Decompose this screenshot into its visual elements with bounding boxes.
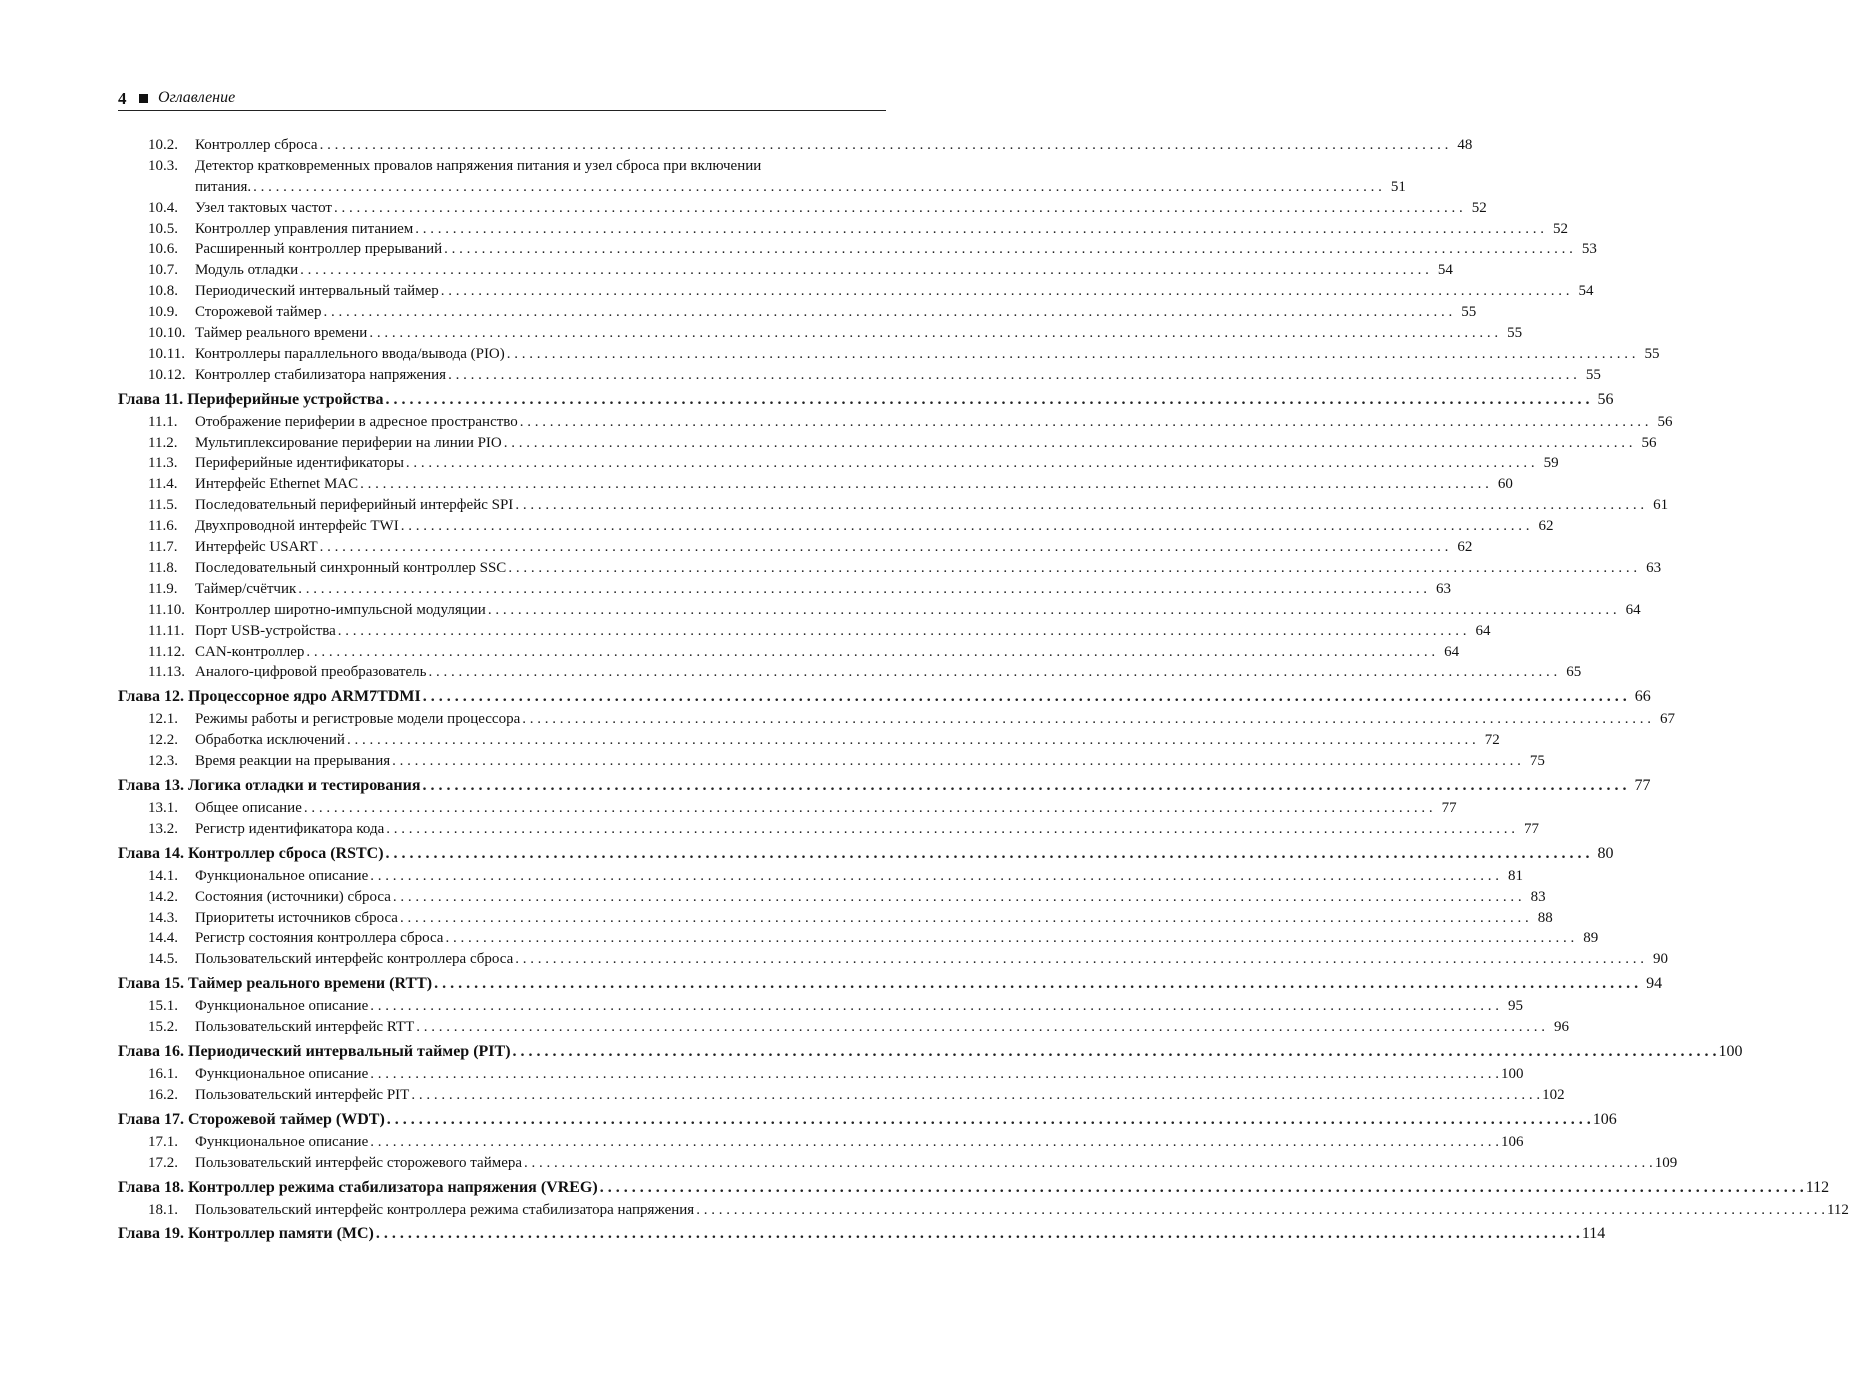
entry-title: Глава 19. Контроллер памяти (MC) <box>118 1225 374 1243</box>
page-ref: 64 <box>1444 643 1460 660</box>
page-ref: 112 <box>1826 1201 1849 1218</box>
page-ref: 80 <box>1597 844 1614 862</box>
entry-title: Пользовательский интерфейс сторожевого таймера <box>195 1154 523 1171</box>
entry-title: Детектор кратковременных провалов напряжения питания и узел сброса при включении <box>195 157 762 174</box>
entry-title: Контроллеры параллельного ввода/вывода (PIO) <box>195 345 505 362</box>
chapter-entry <box>118 686 1651 708</box>
dot-leader <box>520 412 1649 433</box>
page-ref: 62 <box>1538 518 1554 535</box>
toc-entry <box>118 239 1597 260</box>
dot-leader <box>298 579 1427 600</box>
toc-entry <box>118 709 1675 730</box>
toc-entry <box>118 344 1660 365</box>
page-ref: 54 <box>1437 262 1453 279</box>
page-ref: 77 <box>1441 799 1457 816</box>
section-number: 16.1. <box>148 1065 178 1082</box>
dot-leader <box>386 843 1590 865</box>
section-number: 10.6. <box>148 241 178 258</box>
toc-entry <box>118 302 1477 323</box>
toc-entry <box>118 1200 1849 1221</box>
page-ref: 88 <box>1537 909 1553 926</box>
dot-leader <box>415 219 1544 240</box>
page-ref: 55 <box>1644 345 1660 362</box>
entry-title: Аналого-цифровой преобразователь <box>195 664 427 681</box>
toc-entry <box>118 819 1540 840</box>
page-ref: 51 <box>1390 178 1406 195</box>
page-ref: 95 <box>1508 998 1523 1015</box>
section-number: 11.13. <box>148 664 185 681</box>
entry-title: Последовательный синхронный контроллер SSC <box>195 559 507 576</box>
page-ref: 56 <box>1657 413 1673 430</box>
toc-entry <box>118 621 1491 642</box>
page-ref: 94 <box>1646 975 1663 993</box>
page-ref: 52 <box>1553 220 1569 237</box>
section-number: 11.4. <box>148 476 178 493</box>
toc-entry <box>118 730 1500 751</box>
entry-title: Функциональное описание <box>195 1133 369 1150</box>
entry-title: Глава 15. Таймер реального времени (RTT) <box>118 975 433 993</box>
entry-title: Функциональное описание <box>195 998 369 1015</box>
dot-leader <box>334 198 1463 219</box>
entry-title: Глава 18. Контроллер режима стабилизатора напряжения (VREG) <box>118 1178 598 1196</box>
page-ref: 59 <box>1543 455 1559 472</box>
page-ref: 55 <box>1461 304 1477 321</box>
entry-title: Сторожевой таймер <box>195 304 322 321</box>
page-ref: 56 <box>1641 434 1657 451</box>
section-number: 17.2. <box>148 1154 178 1171</box>
dot-leader <box>370 996 1499 1017</box>
entry-title: Режимы работы и регистровые модели процессора <box>195 711 521 728</box>
toc-entry <box>118 751 1545 772</box>
running-title: Оглавление <box>158 89 236 106</box>
entry-title: Интерфейс USART <box>195 539 318 556</box>
toc-entry <box>118 600 1641 621</box>
dot-leader <box>369 323 1498 344</box>
page-ref: 64 <box>1625 601 1641 618</box>
dot-leader <box>434 973 1638 995</box>
chapter-entry <box>118 1041 1743 1063</box>
section-number: 10.8. <box>148 283 178 300</box>
toc-entry <box>118 1064 1524 1085</box>
page-ref: 77 <box>1524 820 1540 837</box>
chapter-entry <box>118 775 1651 797</box>
dot-leader <box>696 1200 1825 1221</box>
page-ref: 63 <box>1646 559 1662 576</box>
page-ref: 109 <box>1654 1154 1678 1171</box>
entry-title: Мультиплексирование периферии на линии PIO <box>195 434 502 451</box>
dot-leader <box>522 709 1651 730</box>
chapter-entry <box>118 389 1614 411</box>
section-number: 14.1. <box>148 867 178 884</box>
dot-leader <box>347 730 1476 751</box>
dot-leader <box>423 686 1627 708</box>
section-number: 11.11. <box>148 622 185 639</box>
dot-leader <box>306 642 1435 663</box>
section-number: 15.2. <box>148 1019 178 1036</box>
dot-leader <box>445 928 1574 949</box>
entry-title: Таймер/счётчик <box>195 580 297 597</box>
entry-title: Приоритеты источников сброса <box>195 909 398 926</box>
page-ref: 65 <box>1566 664 1582 681</box>
dot-leader <box>401 516 1530 537</box>
entry-title: Интерфейс Ethernet MAC <box>195 476 359 493</box>
dot-leader <box>370 866 1499 887</box>
dot-leader <box>428 662 1557 683</box>
entry-title: Функциональное описание <box>195 867 369 884</box>
section-number: 14.5. <box>148 951 178 968</box>
square-bullet-icon <box>139 94 148 103</box>
dot-leader <box>515 495 1644 516</box>
toc-entry <box>118 537 1473 558</box>
page-ref: 67 <box>1660 711 1675 728</box>
dot-leader <box>513 1041 1717 1063</box>
section-number: 10.4. <box>148 199 178 216</box>
toc-entry <box>118 365 1601 386</box>
entry-title: Глава 13. Логика отладки и тестирования <box>118 776 421 794</box>
entry-title: Периодический интервальный таймер <box>195 283 439 300</box>
section-number: 11.7. <box>148 539 178 556</box>
dot-leader <box>515 949 1644 970</box>
page-ref: 60 <box>1497 476 1513 493</box>
chapter-entry <box>118 843 1614 865</box>
dot-leader <box>448 365 1577 386</box>
section-number: 10.9. <box>148 304 178 321</box>
entry-title: Контроллер сброса <box>195 137 318 153</box>
chapter-entry <box>118 1109 1617 1131</box>
chapter-entry <box>118 973 1663 995</box>
entry-title: Контроллер широтно-импульсной модуляции <box>195 601 486 618</box>
dot-leader <box>370 1064 1499 1085</box>
dot-leader <box>323 302 1452 323</box>
entry-title: Контроллер управления питанием <box>195 220 414 237</box>
toc-entry <box>118 1017 1570 1038</box>
toc-entry <box>118 156 1406 198</box>
page-ref: 114 <box>1581 1225 1606 1243</box>
dot-leader <box>338 621 1467 642</box>
toc-entry <box>118 219 1569 240</box>
entry-title: Функциональное описание <box>195 1065 369 1082</box>
toc-entry <box>118 996 1523 1017</box>
toc-entry <box>118 260 1453 281</box>
page-ref: 55 <box>1507 325 1523 342</box>
page-ref: 96 <box>1554 1019 1570 1036</box>
toc-entry <box>118 558 1662 579</box>
toc-entry <box>118 887 1546 908</box>
table-of-contents <box>118 135 1849 1246</box>
entry-title: Регистр идентификатора кода <box>195 820 385 837</box>
dot-leader <box>444 239 1573 260</box>
dot-leader <box>385 389 1589 411</box>
section-number: 16.2. <box>148 1086 178 1103</box>
entry-title-cont: питания. <box>195 178 252 195</box>
entry-title: Пользовательский интерфейс RTT <box>195 1019 415 1036</box>
entry-title: CAN-контроллер <box>195 643 305 660</box>
section-number: 18.1. <box>148 1201 178 1218</box>
dot-leader <box>504 433 1633 454</box>
section-number: 12.3. <box>148 753 178 770</box>
section-number: 15.1. <box>148 998 178 1015</box>
page-ref: 90 <box>1653 951 1669 968</box>
entry-title: Последовательный периферийный интерфейс SPI <box>195 497 514 514</box>
dot-leader <box>416 1017 1545 1038</box>
entry-title: Регистр состояния контроллера сброса <box>195 930 444 947</box>
page-ref: 100 <box>1718 1042 1743 1060</box>
toc-entry <box>118 866 1523 887</box>
toc-entry <box>118 1085 1565 1106</box>
page-ref: 102 <box>1542 1086 1565 1103</box>
dot-leader <box>423 775 1627 797</box>
entry-title: Пользовательский интерфейс контроллера сброса <box>195 951 514 968</box>
section-number: 11.12. <box>148 643 185 660</box>
toc-entry <box>118 474 1513 495</box>
toc-entry <box>118 949 1669 970</box>
page-ref: 106 <box>1592 1110 1617 1128</box>
section-number: 10.10. <box>148 325 186 342</box>
page-ref: 72 <box>1484 732 1500 749</box>
section-number: 11.9. <box>148 580 178 597</box>
entry-title: Глава 17. Сторожевой таймер (WDT) <box>118 1110 385 1128</box>
section-number: 12.2. <box>148 732 178 749</box>
entry-title: Порт USB-устройства <box>195 622 336 639</box>
section-number: 11.8. <box>148 559 178 576</box>
section-number: 10.2. <box>148 137 178 153</box>
entry-title: Модуль отладки <box>195 262 299 279</box>
section-number: 12.1. <box>148 711 178 728</box>
entry-title: Отображение периферии в адресное пространство <box>195 413 518 430</box>
entry-title: Время реакции на прерывания <box>195 753 391 770</box>
entry-title: Глава 16. Периодический интервальный таймер (PIT) <box>118 1042 511 1060</box>
page-ref: 112 <box>1805 1178 1830 1196</box>
page-ref: 89 <box>1583 930 1599 947</box>
toc-entry <box>118 908 1553 929</box>
toc-entry <box>118 928 1599 949</box>
entry-title: Пользовательский интерфейс PIT <box>195 1086 410 1103</box>
section-number: 10.12. <box>148 366 186 383</box>
section-number: 10.11. <box>148 345 185 362</box>
dot-leader <box>300 260 1429 281</box>
dot-leader <box>387 1109 1591 1131</box>
page-number: 4 <box>118 89 127 108</box>
section-number: 10.3. <box>148 157 178 174</box>
toc-entry <box>118 642 1460 663</box>
toc-entry <box>118 798 1457 819</box>
entry-title: Глава 12. Процессорное ядро ARM7TDMI <box>118 688 421 706</box>
dot-leader <box>304 798 1433 819</box>
entry-title: Пользовательский интерфейс контроллера режима стабилизатора напряжения <box>195 1201 695 1218</box>
chapter-entry <box>118 1177 1830 1199</box>
page-ref: 83 <box>1530 888 1546 905</box>
page-ref: 54 <box>1578 283 1594 300</box>
page-ref: 62 <box>1457 539 1473 556</box>
dot-leader <box>406 453 1535 474</box>
chapter-entry <box>118 1223 1606 1245</box>
page-ref: 48 <box>1457 137 1473 153</box>
entry-title: Узел тактовых частот <box>195 199 332 216</box>
dot-leader <box>253 177 1382 198</box>
dot-leader <box>393 887 1522 908</box>
entry-title: Таймер реального времени <box>195 325 368 342</box>
toc-entry <box>118 1153 1678 1174</box>
dot-leader <box>386 819 1515 840</box>
dot-leader <box>376 1223 1580 1245</box>
toc-entry <box>118 433 1657 454</box>
page-ref: 66 <box>1634 688 1651 706</box>
dot-leader <box>400 908 1529 929</box>
dot-leader <box>320 135 1449 156</box>
section-number: 13.1. <box>148 799 178 816</box>
entry-title: Глава 14. Контроллер сброса (RSTC) <box>118 844 384 862</box>
dot-leader <box>508 558 1637 579</box>
section-number: 14.3. <box>148 909 178 926</box>
entry-title: Обработка исключений <box>195 732 345 749</box>
section-number: 11.5. <box>148 497 178 514</box>
section-number: 11.1. <box>148 413 178 430</box>
toc-entry <box>118 323 1523 344</box>
page-ref: 106 <box>1501 1133 1524 1150</box>
entry-title: Глава 11. Периферийные устройства <box>118 390 384 408</box>
entry-title: Расширенный контроллер прерываний <box>195 241 443 258</box>
page-ref: 63 <box>1436 580 1452 597</box>
page-ref: 53 <box>1581 241 1597 258</box>
section-number: 10.5. <box>148 220 178 237</box>
page-ref: 100 <box>1501 1065 1524 1082</box>
page-ref: 77 <box>1634 776 1651 794</box>
section-number: 11.2. <box>148 434 178 451</box>
toc-entry <box>118 281 1594 302</box>
section-number: 14.2. <box>148 888 178 905</box>
entry-title: Двухпроводной интерфейс TWI <box>195 518 399 535</box>
toc-entry <box>118 412 1673 433</box>
page-ref: 52 <box>1471 199 1487 216</box>
dot-leader <box>524 1153 1653 1174</box>
dot-leader <box>441 281 1570 302</box>
section-number: 10.7. <box>148 262 178 279</box>
toc-entry <box>118 579 1452 600</box>
entry-title: Контроллер стабилизатора напряжения <box>195 366 447 383</box>
toc-entry <box>118 662 1582 683</box>
entry-title: Периферийные идентификаторы <box>195 455 404 472</box>
dot-leader <box>411 1085 1540 1106</box>
toc-entry <box>118 1132 1524 1153</box>
page-ref: 64 <box>1475 622 1491 639</box>
dot-leader <box>488 600 1617 621</box>
section-number: 11.10. <box>148 601 185 618</box>
entry-title: Общее описание <box>195 799 302 816</box>
toc-entry <box>118 516 1554 537</box>
dot-leader <box>360 474 1489 495</box>
dot-leader <box>600 1177 1804 1199</box>
dot-leader <box>392 751 1521 772</box>
toc-entry <box>118 135 1473 156</box>
toc-entry <box>118 495 1669 516</box>
toc-entry <box>118 198 1487 219</box>
section-number: 14.4. <box>148 930 178 947</box>
page-ref: 75 <box>1529 753 1545 770</box>
entry-title: Состояния (источники) сброса <box>195 888 391 905</box>
toc-entry <box>118 453 1559 474</box>
page-ref: 81 <box>1508 867 1523 884</box>
section-number: 11.6. <box>148 518 178 535</box>
dot-leader <box>320 537 1449 558</box>
section-number: 17.1. <box>148 1133 178 1150</box>
running-header <box>118 86 886 111</box>
section-number: 13.2. <box>148 820 178 837</box>
page-ref: 61 <box>1653 497 1669 514</box>
page-ref: 55 <box>1585 366 1601 383</box>
dot-leader <box>370 1132 1499 1153</box>
page-ref: 56 <box>1597 390 1614 408</box>
dot-leader <box>507 344 1636 365</box>
section-number: 11.3. <box>148 455 178 472</box>
